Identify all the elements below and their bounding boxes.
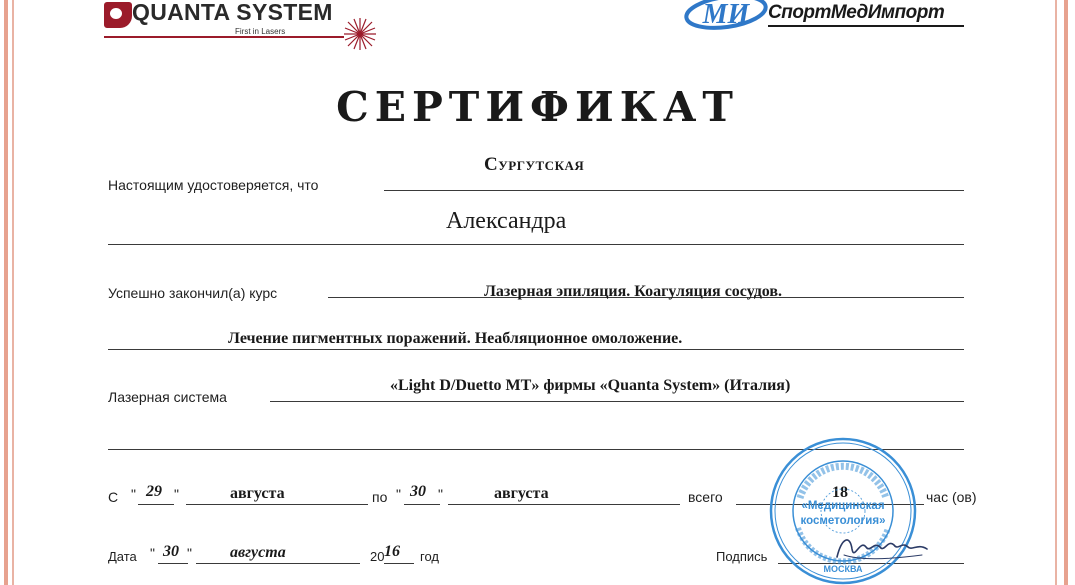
holder-first-name: Александра — [446, 208, 567, 234]
laser-system-value: «Light D/Duetto MT» фирмы «Quanta System» (Италия) — [390, 377, 791, 394]
period-from-month-line — [186, 504, 368, 505]
period-hours: 18 — [832, 484, 848, 501]
period-to-month-line — [448, 504, 680, 505]
course-value-line-1: Лазерная эпиляция. Коагуляция сосудов. — [484, 283, 783, 300]
period-to-close-quote: " — [438, 486, 443, 502]
issue-date-day: 30 — [163, 543, 179, 560]
period-from-open-quote: " — [131, 486, 136, 502]
stamp-city: МОСКВА — [823, 564, 863, 574]
laser-system-label: Лазерная система — [108, 389, 227, 405]
period-from-label: С — [108, 489, 119, 505]
course-value-line-2: Лечение пигментных поражений. Неабляционное омоложение. — [228, 330, 683, 347]
course-line-2 — [108, 349, 964, 350]
quanta-logo-tagline: First in Lasers — [235, 27, 286, 36]
period-from-month: августа — [230, 485, 285, 502]
laser-star-icon — [340, 14, 380, 54]
smi-monogram: МИ — [702, 0, 750, 30]
holder-label: Настоящим удостоверяется, что — [108, 177, 319, 193]
period-from-day: 29 — [146, 483, 162, 500]
period-to-label: по — [372, 489, 388, 505]
sportmedimport-logo — [682, 0, 972, 40]
stamp-center-line-1: «Медицинская — [801, 500, 885, 512]
issue-date-open-quote: " — [150, 545, 155, 561]
issue-date-label: Дата — [108, 549, 137, 564]
issue-date-year-line — [384, 563, 414, 564]
smi-emblem-icon — [682, 0, 772, 42]
stamp-center-line-2: косметология» — [800, 515, 886, 527]
holder-surname-line — [384, 190, 964, 191]
period-to-open-quote: " — [396, 486, 401, 502]
issue-date-year-prefix: 20 — [370, 549, 385, 564]
quanta-logo-underline — [104, 36, 344, 38]
course-label: Успешно закончил(а) курс — [108, 285, 278, 301]
holder-surname: Сургутская — [484, 154, 585, 175]
quanta-q-mark — [104, 2, 132, 28]
certificate-title: СЕРТИФИКАТ — [336, 83, 739, 131]
issue-date-month-line — [196, 563, 360, 564]
period-to-month: августа — [494, 485, 549, 502]
smi-logo-name: СпортМедИмпорт — [768, 2, 945, 23]
smi-logo-underline — [768, 25, 964, 27]
signature-label: Подпись — [716, 549, 768, 564]
period-from-close-quote: " — [174, 486, 179, 502]
issue-date-year-suffix: 16 — [384, 543, 400, 560]
quanta-logo-name: QUANTA SYSTEM — [132, 0, 333, 25]
period-hours-label: час (ов) — [926, 489, 977, 505]
issue-date-close-quote: " — [187, 545, 192, 561]
signature-scribble — [832, 527, 932, 567]
quanta-system-logo — [100, 0, 390, 48]
holder-first-name-line — [108, 244, 964, 245]
period-total-label: всего — [688, 489, 723, 505]
issue-date-day-line — [158, 563, 188, 564]
issue-date-month: августа — [230, 544, 286, 561]
laser-system-line — [270, 401, 964, 402]
period-from-day-line — [138, 504, 174, 505]
period-to-day: 30 — [410, 483, 426, 500]
issue-date-year-label: год — [420, 549, 439, 564]
period-to-day-line — [404, 504, 440, 505]
